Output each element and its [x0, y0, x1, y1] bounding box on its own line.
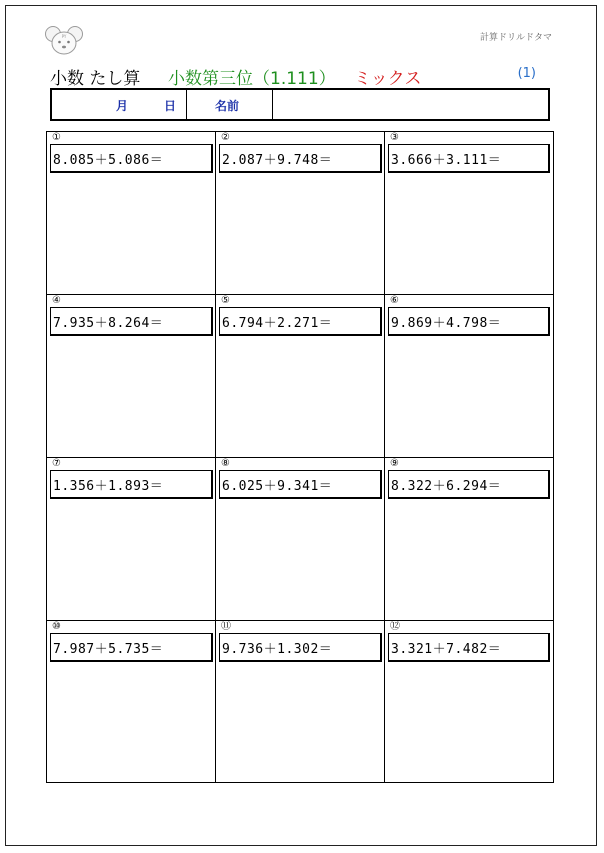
problem-box	[50, 470, 213, 499]
problem-cell	[216, 621, 385, 782]
problem-expression: 9.736＋1.302＝	[222, 641, 333, 657]
problem-box	[388, 633, 550, 662]
problem-cell	[47, 458, 216, 621]
problem-box	[50, 307, 213, 336]
worksheet-title	[50, 64, 550, 89]
svg-text:PY: PY	[61, 34, 67, 39]
problem-number: ①	[52, 132, 61, 143]
problem-box	[219, 470, 382, 499]
problem-expression: 6.025＋9.341＝	[222, 478, 333, 494]
problem-cell	[47, 295, 216, 458]
problem-cell	[385, 295, 553, 458]
problem-number: ⑦	[52, 458, 61, 469]
problem-number: ⑥	[390, 295, 399, 306]
problem-cell	[216, 295, 385, 458]
problem-expression: 8.322＋6.294＝	[391, 478, 502, 494]
problem-cell	[47, 132, 216, 295]
problem-number: ③	[390, 132, 399, 143]
problem-expression: 1.356＋1.893＝	[53, 478, 164, 494]
problem-expression: 2.087＋9.748＝	[222, 152, 333, 168]
problem-number: ⑧	[221, 458, 230, 469]
problem-box	[219, 633, 382, 662]
problem-number: ⑩	[52, 621, 61, 632]
problem-number: ②	[221, 132, 230, 143]
sheet-number: (1)	[517, 66, 536, 81]
month-label: 月	[116, 99, 129, 113]
problem-box	[388, 470, 550, 499]
problem-expression: 6.794＋2.271＝	[222, 315, 333, 331]
title-level: 小数第三位（1.111）	[168, 69, 336, 89]
brand-text: 計算ドリルドタマ	[479, 33, 552, 43]
problem-box	[50, 633, 213, 662]
mouse-logo-icon	[44, 25, 84, 57]
problem-number: ⑨	[390, 458, 399, 469]
problem-number: ⑫	[390, 621, 400, 632]
problem-grid	[46, 131, 554, 783]
problem-box	[388, 307, 550, 336]
info-row	[50, 88, 550, 121]
problem-expression: 7.987＋5.735＝	[53, 641, 164, 657]
problem-cell	[385, 458, 553, 621]
date-field[interactable]	[52, 90, 187, 119]
problem-number: ⑪	[221, 621, 231, 632]
problem-expression: 9.869＋4.798＝	[391, 315, 502, 331]
problem-cell	[385, 132, 553, 295]
problem-expression: 7.935＋8.264＝	[53, 315, 164, 331]
problem-cell	[216, 132, 385, 295]
name-label-cell	[187, 90, 273, 119]
problem-expression: 3.321＋7.482＝	[391, 641, 502, 657]
problem-cell	[47, 621, 216, 782]
title-mix: ミックス	[354, 69, 422, 89]
problem-box	[219, 144, 382, 173]
name-label: 名前	[215, 99, 240, 113]
problem-number: ⑤	[221, 295, 230, 306]
problem-box	[219, 307, 382, 336]
problem-cell	[216, 458, 385, 621]
problem-box	[388, 144, 550, 173]
name-field[interactable]	[273, 90, 548, 119]
problem-expression: 8.085＋5.086＝	[53, 152, 164, 168]
problem-box	[50, 144, 213, 173]
problem-expression: 3.666＋3.111＝	[391, 152, 502, 168]
problem-number: ④	[52, 295, 61, 306]
title-operation: 小数 たし算	[50, 69, 141, 89]
problem-cell	[385, 621, 553, 782]
day-label: 日	[164, 99, 177, 113]
